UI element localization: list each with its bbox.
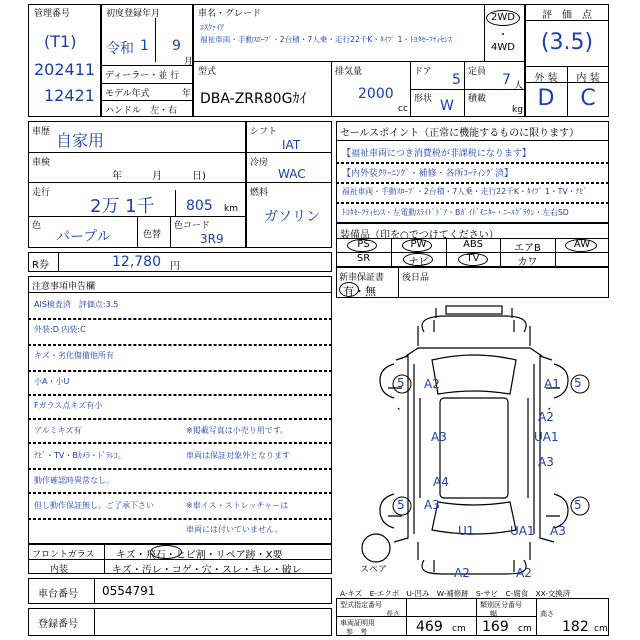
height-unit: cm: [594, 624, 608, 634]
mileage-unit: km: [224, 204, 238, 214]
rating-label: 評 価 点: [542, 10, 592, 21]
width-value: 169: [482, 619, 509, 635]
dealer-label: ディーラー・並 行: [105, 71, 180, 81]
displacement-label: 排気量: [335, 67, 363, 77]
equip-tv: TV: [466, 253, 480, 264]
color-label: 色: [32, 221, 42, 231]
name-line2: 福祉車両・手動ｽﾛｰﾌﾟ・2台積・7人乗・走行22千K・ﾀｲﾌﾟ 1・ﾄﾖﾀｾｰﾌﾃｨｾﾝｽ: [200, 35, 452, 44]
mark-a4-center: A4: [433, 475, 449, 489]
int-value: C: [580, 86, 596, 111]
ext-value: D: [537, 86, 555, 111]
mileage-sub: 805: [186, 198, 213, 214]
equip-aw: AW: [573, 239, 591, 250]
sales-line2: 【内外装ｸﾘｰﾆﾝｸﾞ・補修・各所ｺｰﾃｨﾝｸﾞ済】: [342, 169, 514, 179]
inspection-fields: 年 月 日): [112, 171, 206, 182]
door-label: ドア: [414, 67, 432, 77]
fuel-value: ガソリン: [264, 209, 320, 225]
capacity-label: 定員: [468, 67, 487, 77]
reg-era: 令和: [106, 41, 134, 57]
front-glass-value: キズ・飛石・ヒビ割・リペア跡・X要: [116, 550, 283, 561]
equip-abs: ABS: [463, 239, 483, 250]
first-registration-label: 初度登録年月: [106, 9, 161, 19]
note-line-2: 外装:D 内装:C: [34, 325, 86, 334]
equipment-title: 装備品（印を○でつけてください）: [340, 230, 499, 241]
note-line-7: ﾅﾋﾞ・TV・Bｶﾒﾗ・ﾄﾞﾗﾚｺ。: [34, 451, 126, 460]
chassis-label: 車台番号: [38, 589, 78, 600]
capacity-unit: 人: [514, 81, 524, 91]
note-line-1: AIS検査済 評価点:3.5: [34, 300, 119, 309]
interior-label: 内装: [50, 565, 69, 575]
sales-points-title: セールスポイント（正常に機能するものに限ります）: [340, 128, 580, 139]
car-diagram: [336, 298, 609, 588]
note-line-8: 動作確認時異常なし。: [34, 476, 114, 485]
recycle-value: 12,780: [112, 254, 161, 270]
note-line-3: キズ・劣化傷備他所有: [34, 351, 114, 360]
interior-value: キズ・汚レ・コゲ・穴・スレ・キレ・破レ: [112, 565, 302, 576]
note-line-4: 小A・小U: [34, 377, 70, 386]
name-label: 車名・グレード: [198, 9, 262, 19]
mark-a2-rear-right: A2: [516, 566, 532, 580]
drive-4wd: 4WD: [491, 42, 515, 53]
shift-value: IAT: [282, 138, 301, 152]
color-change-label: 色替: [143, 230, 162, 240]
equip-pw: PW: [410, 239, 427, 250]
width-unit: cm: [518, 624, 532, 634]
recycle-label: R券: [32, 260, 49, 271]
recycle-box: [28, 252, 332, 272]
reg-year: 1: [140, 38, 149, 54]
inspection-label: 車検: [32, 158, 51, 168]
later-label: 後日品: [402, 273, 430, 283]
management-label: 管理番号: [34, 9, 71, 19]
color-code-value: 3R9: [200, 232, 224, 246]
registration-label: 登録番号: [38, 619, 78, 630]
notes-title: 注意事項申告欄: [32, 282, 96, 292]
mileage-label: 走行: [32, 188, 51, 198]
length-value: 469: [416, 619, 443, 635]
warranty-label: 新車保証書: [339, 273, 385, 283]
name-line1: ｴｽｸｧｲｱ: [200, 23, 224, 32]
drive-2wd: 2WD: [491, 12, 515, 23]
note-line-6: アルミキズ有: [34, 426, 82, 435]
displacement-value: 2000: [358, 86, 394, 102]
sales-line3: 福祉車両・手動ｽﾛｰﾌﾟ・2台積・7人乗・走行22千K・ﾀｲﾌﾟ 1・TV・ﾅﾋﾞ: [342, 187, 588, 196]
type-label: 型式: [198, 67, 217, 77]
displacement-unit: cc: [398, 104, 408, 114]
warranty-value: 有・無: [343, 285, 376, 298]
model-year-unit: 年: [182, 89, 192, 99]
width-label: 幅: [490, 610, 497, 618]
equip-navi: ナビ: [408, 257, 429, 268]
ref-sub-label: 参 考: [346, 628, 367, 636]
category-label: 車歴: [32, 127, 51, 137]
management-no2: 12421: [44, 86, 95, 105]
mark-5-left-front: 5: [397, 376, 405, 390]
mark-a3-right-mid: A3: [538, 455, 554, 469]
length-label: 長さ: [386, 610, 400, 618]
reg-month: 9: [172, 38, 181, 54]
mark-5-right-rear: 5: [574, 498, 582, 512]
equip-sr: SR: [356, 253, 371, 264]
ext-label: 外 装: [534, 73, 558, 84]
model-year-label: モデル年式: [105, 89, 150, 99]
rating-value: (3.5): [540, 30, 594, 55]
mark-ua1-right-mid: UA1: [534, 430, 559, 444]
mark-a2-right-mid: A2: [538, 410, 554, 424]
note-right-2: 車両は保証対象外となります: [186, 451, 290, 460]
handle-label: ハンドル 左・右: [105, 106, 178, 116]
ref-label: 車両証明用: [340, 619, 375, 627]
equip-airbag: エアB: [514, 243, 541, 254]
equip-ps: PS: [357, 239, 370, 250]
sales-line1: 【福祉車両につき消費税が非課税になります】: [342, 149, 531, 159]
ac-label: 冷房: [250, 158, 269, 168]
damage-legend: A-キズ E-エクボ U-凹み W-補修跡 S-サビ C-腐食 XX-交換済: [340, 589, 571, 598]
management-no1: 202411: [34, 60, 96, 79]
model-spec-label: 型式指定番号: [340, 601, 382, 609]
length-unit: cm: [452, 624, 466, 634]
load-unit: kg: [512, 105, 523, 115]
height-value: 182: [562, 619, 589, 635]
mark-u1-left-rear: U1: [458, 524, 475, 538]
mark-a3-right-rear: A3: [550, 524, 566, 538]
load-label: 積載: [468, 94, 487, 104]
sales-line4: ﾄﾖﾀｾｰﾌﾃｨｾﾝｽ・左電動ｽﾗｲﾄﾞﾄﾞｱ・Bｶﾞｲﾄﾞﾓﾆﾀｰ・ﾆｰﾙｸﾞﾗｳﾝ・左右SD: [342, 208, 569, 217]
equip-leather: カワ: [517, 257, 538, 268]
mark-a2-rear-left: A2: [454, 566, 470, 580]
ac-value: WAC: [278, 167, 306, 181]
category-value: 自家用: [56, 131, 105, 150]
type-value: DBA-ZRR80Gｶｲ: [200, 91, 307, 107]
door-value: 5: [452, 72, 461, 88]
mark-a3-left-mid: A3: [431, 430, 447, 444]
drive-dot: ・: [498, 30, 508, 41]
note-right-3: ※車イス・ストレッチャーは: [186, 501, 289, 510]
front-glass-label: フロントガラス: [32, 550, 95, 560]
height-label: 高さ: [540, 610, 554, 618]
mark-a3-left-rear: A3: [424, 498, 440, 512]
mark-5-right-front: 5: [574, 376, 582, 390]
int-label: 内 装: [576, 73, 600, 84]
color-value: パープル: [56, 229, 111, 245]
reg-month-unit: 月: [184, 57, 194, 67]
color-code-label: 色コード: [174, 221, 211, 231]
mark-a1-right-front: A1: [544, 377, 560, 391]
mark-ua1-right-rear: UA1: [510, 524, 535, 538]
fuel-label: 燃料: [250, 188, 269, 198]
class-spec-label: 類別区分番号: [480, 601, 522, 609]
chassis-value: 0554791: [102, 584, 156, 598]
spare-label: スペア: [360, 565, 388, 575]
shape-value: W: [440, 98, 454, 114]
management-code: (T1): [44, 32, 77, 51]
note-right-4: 車両には付いていません。: [186, 525, 283, 534]
recycle-unit: 円: [170, 261, 180, 272]
shift-label: シフト: [250, 127, 278, 137]
note-right-1: ※掲載写真は小売り用です。: [186, 426, 289, 435]
mileage-value: 2万 1千: [90, 196, 155, 217]
note-line-5: Fガラス点キズ有小: [34, 401, 103, 410]
capacity-value: 7: [502, 72, 511, 88]
note-line-9: 但し動作保証無し。ご了承下さい: [34, 501, 154, 510]
mark-a2-left-front: A2: [424, 377, 440, 391]
mark-5-left-rear: 5: [397, 498, 405, 512]
shape-label: 形状: [414, 94, 433, 104]
